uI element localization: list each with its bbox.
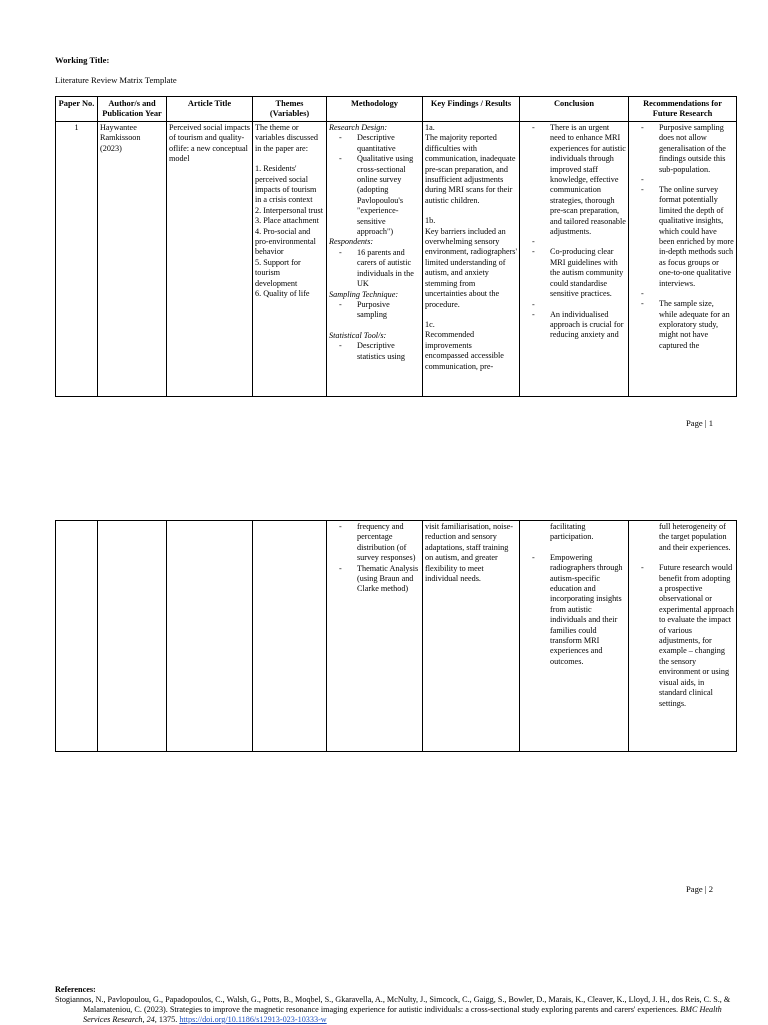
cell-methodology <box>327 122 423 397</box>
list-item-continued: facilitating participation. <box>550 522 594 542</box>
col-header-conclusion: Conclusion <box>520 97 629 122</box>
working-title: Working Title: <box>55 55 110 65</box>
list-item-continued: full heterogeneity of the target population and their experiences. <box>659 522 731 552</box>
finding-text: Key barriers included an overwhelming sensory environment, radiographers' limited understanding of autism, and anxiety stemming from uncertainties about the procedure. <box>425 226 517 309</box>
cell-conclusion <box>520 521 629 752</box>
theme-item: 2. Interpersonal trust <box>255 205 323 215</box>
table-row <box>56 122 737 397</box>
document-subtitle: Literature Review Matrix Template <box>55 75 177 85</box>
finding-label: 1b. <box>425 216 436 226</box>
cell-themes <box>253 122 327 397</box>
list-item: - Descriptive quantitative <box>329 133 420 154</box>
col-header-themes: Themes (Variables) <box>253 97 327 122</box>
research-design-label: Research Design: <box>329 123 388 132</box>
finding-text-continued: visit familiarisation, noise-reduction and sensory adaptations, staff training on autism, and greater flexibility to meet individual needs. <box>425 522 513 584</box>
sampling-label: Sampling Technique: <box>329 289 399 299</box>
list-item-continued: - frequency and percentage distribution (of survey responses) <box>329 522 420 564</box>
theme-item: 5. Support for tourism development <box>255 257 301 288</box>
reference-pages: 1375. <box>158 1015 178 1024</box>
cell-author: Haywantee Ramkissoon (2023) <box>98 122 167 397</box>
finding-label: 1a. <box>425 123 435 132</box>
theme-item: 3. Place attachment <box>255 216 319 226</box>
reference-doi-link[interactable]: https://doi.org/10.1186/s12913-023-10333-w <box>179 1015 327 1024</box>
list-item: - Descriptive statistics using <box>329 341 420 362</box>
col-header-paper-no: Paper No. <box>56 97 98 122</box>
literature-matrix-table-page1 <box>55 96 737 397</box>
statistical-tools-label: Statistical Tool/s: <box>329 330 387 340</box>
col-header-author: Author/s and Publication Year <box>98 97 167 122</box>
table-row <box>56 521 737 752</box>
list-item: - Purposive sampling <box>329 300 420 321</box>
references-section <box>55 985 745 1025</box>
cell-findings <box>423 122 520 397</box>
list-item: - There is an urgent need to enhance MRI experiences for autistic individuals through improved staff knowledge, effective communication strategies, thorough pre-scan preparation, and tailored reasonable adjustments. <box>522 123 626 237</box>
cell-title: Perceived social impacts of tourism and quality-oflife: a new conceptual model <box>167 122 253 397</box>
list-item: - The sample size, while adequate for an exploratory study, might not have captured the <box>631 299 734 351</box>
theme-item: 4. Pro-social and pro-environmental behavior <box>255 226 316 257</box>
list-item: - Purposive sampling does not allow generalisation of the findings outside this sub-population. <box>631 123 734 175</box>
page-number: Page | 2 <box>685 884 713 894</box>
list-item: - Thematic Analysis (using Braun and Clarke method) <box>329 564 420 595</box>
theme-item: 1. Residents' perceived social impacts of tourism in a crisis context <box>255 164 317 205</box>
col-header-methodology: Methodology <box>327 97 423 122</box>
respondents-label: Respondents: <box>329 237 374 247</box>
cell-paper-no <box>56 521 98 752</box>
reference-text: Stogiannos, N., Pavlopoulou, G., Papadopoulos, C., Walsh, G., Potts, B., Moqbel, S., Gkaravella, A., McNulty, J., Simcock, C., Gaigg, S., Bowler, D., Marais, K., Cleaver, K., Lloyd, J. H., dos Reis, C. S., & Malamateniou, C. (2023). Strategies to improve the magnetic resonance imaging experience for autistic individuals: a cross-sectional study exploring parents and carers' experiences. <box>55 995 731 1014</box>
cell-conclusion <box>520 122 629 397</box>
list-item: - 16 parents and carers of autistic individuals in the UK <box>329 248 420 290</box>
reference-entry <box>55 995 745 1025</box>
list-item: - The online survey format potentially limited the depth of qualitative insights, which could have been enriched by more in-depth methods such as focus groups or one-to-one qualitative interviews. <box>631 185 734 289</box>
list-item: - Qualitative using cross-sectional online survey (adopting Pavlopoulou's "experience-sensitive approach") <box>329 154 420 237</box>
col-header-recommendations: Recommendations for Future Research <box>629 97 737 122</box>
cell-recommendations <box>629 122 737 397</box>
finding-text: The majority reported difficulties with communication, inadequate pre-scan preparation, and insufficient adjustments during MRI scans for their autistic children. <box>425 133 516 205</box>
literature-matrix-table-page2 <box>55 520 737 752</box>
col-header-findings: Key Findings / Results <box>423 97 520 122</box>
cell-title <box>167 521 253 752</box>
list-item: - An individualised approach is crucial for reducing anxiety and <box>522 310 626 341</box>
theme-item: 6. Quality of life <box>255 289 310 299</box>
references-title: References: <box>55 985 96 994</box>
list-item: - Empowering radiographers through autism-specific education and incorporating insights from autistic individuals and their families could transform MRI experiences and outcomes. <box>522 553 626 667</box>
reference-journal: BMC Health Services Research, 24, <box>83 1005 722 1024</box>
finding-label: 1c. <box>425 319 435 329</box>
cell-methodology <box>327 521 423 752</box>
col-header-title: Article Title <box>167 97 253 122</box>
list-item: - Future research would benefit from adopting a prospective observational or experimental approach to evaluate the impact of various adjustments, for example – changing the sensory environment or using visual aids, in standard clinical settings. <box>631 563 734 709</box>
cell-findings <box>423 521 520 752</box>
finding-text: Recommended improvements encompassed accessible communication, pre- <box>425 330 504 371</box>
cell-author <box>98 521 167 752</box>
cell-themes <box>253 521 327 752</box>
cell-paper-no: 1 <box>56 122 98 397</box>
page-number: Page | 1 <box>685 418 713 428</box>
themes-intro: The theme or variables discussed in the paper are: <box>255 123 318 153</box>
list-item: - Co-producing clear MRI guidelines with the autism community could standardise sensitive practices. <box>522 247 626 299</box>
cell-recommendations <box>629 521 737 752</box>
table-header-row <box>56 97 737 122</box>
